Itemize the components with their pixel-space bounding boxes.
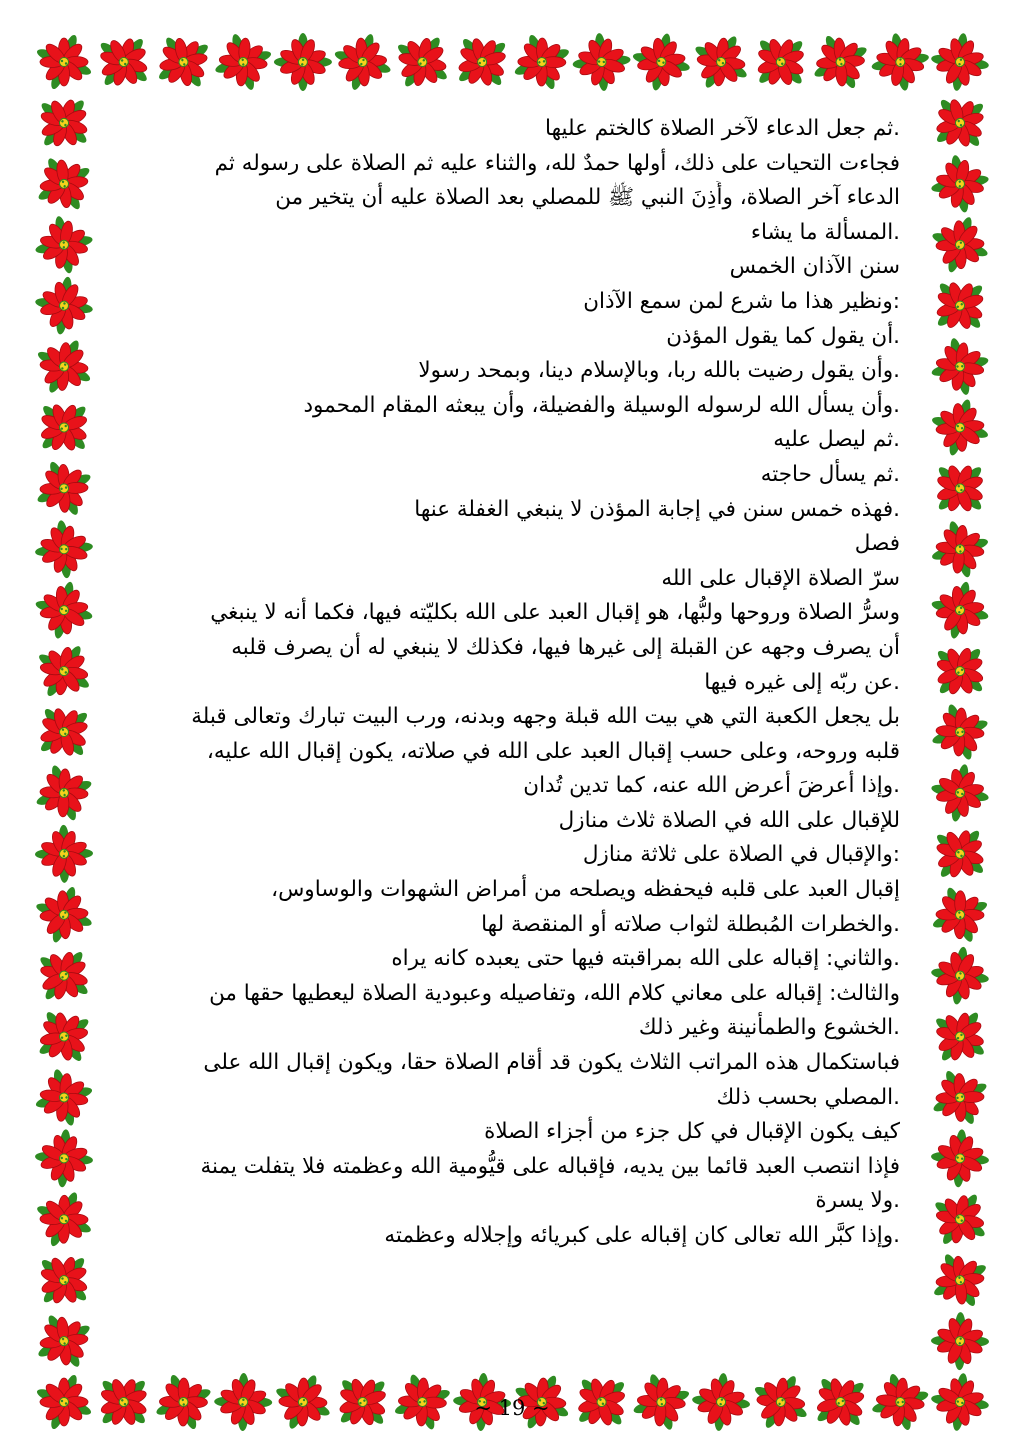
poinsettia-icon [25, 510, 103, 588]
poinsettia-icon [501, 21, 582, 102]
poinsettia-icon [921, 84, 999, 162]
poinsettia-icon [926, 1186, 993, 1253]
poinsettia-icon [23, 448, 104, 529]
poinsettia-icon [203, 22, 284, 103]
poinsettia-icon [927, 577, 993, 643]
text-line: .فهذه خمس سنن في إجابة المؤذن لا ينبغي الغفلة عنها [414, 496, 900, 522]
poinsettia-icon [31, 577, 97, 643]
text-line: أن يصرف وجهه عن القبلة إلى غيرها فيها، فكذلك لا ينبغي له أن يصرف قلبه [231, 634, 900, 660]
poinsettia-icon [563, 23, 640, 100]
text-line: إقبال العبد على قلبه فيحفظه ويصلحه من أمراض الشهوات والوساوس، [271, 877, 900, 903]
text-line: :والإقبال في الصلاة على ثلاثة منازل [582, 842, 900, 868]
poinsettia-icon [35, 1190, 94, 1249]
poinsettia-icon [925, 940, 995, 1010]
text-line: .ثم جعل الدعاء لآخر الصلاة كالختم عليها [545, 116, 900, 141]
poinsettia-icon [24, 1057, 105, 1138]
poinsettia-icon [332, 31, 394, 93]
poinsettia-icon [29, 271, 99, 341]
poinsettia-icon [443, 23, 521, 101]
poinsettia-icon [919, 691, 1000, 772]
poinsettia-icon [27, 1243, 101, 1317]
poinsettia-icon [800, 21, 881, 102]
poinsettia-icon [926, 759, 994, 827]
text-line: .المصلي بحسب ذلك [716, 1084, 900, 1110]
poinsettia-icon [33, 335, 95, 397]
poinsettia-icon [24, 143, 105, 224]
poinsettia-icon [919, 1240, 1000, 1321]
text-line: بل يجعل الكعبة التي هي بيت الله قبلة وجهه وبدنه، ورب البيت تبارك وتعالى قبلة [191, 704, 900, 730]
poinsettia-icon [25, 693, 103, 771]
poinsettia-icon [388, 28, 456, 96]
poinsettia-icon [35, 33, 93, 91]
poinsettia-icon [922, 267, 999, 344]
text-line: فصل [854, 531, 900, 557]
text-line: .وأن يقول رضيت بالله ربا، وبالإسلام دينا، وبمحد رسولا [418, 358, 900, 384]
poinsettia-icon [919, 874, 1000, 955]
poinsettia-icon [24, 1301, 105, 1382]
text-line: فإذا انتصب العبد قائما بين يديه، فإقباله على قيُّومية الله وعظمته فلا يتفلت يمنة [200, 1153, 900, 1179]
poinsettia-icon [26, 389, 102, 465]
poinsettia-icon [31, 638, 98, 705]
poinsettia-icon [144, 22, 224, 102]
poinsettia-icon [920, 509, 1001, 590]
poinsettia-icon [23, 752, 104, 833]
poinsettia-icon [33, 884, 94, 945]
text-line: وسرُّ الصلاة وروحها ولبُّها، هو إقبال العبد على الله بكليّته فيها، فكما أنه لا ينبغي [210, 600, 900, 626]
text-line: .الخشوع والطمأنينة وغير ذلك [638, 1015, 900, 1041]
poinsettia-icon [26, 816, 101, 891]
text-line: سنن الآذان الخمس [729, 254, 900, 280]
text-line: .ثم ليصل عليه [773, 427, 900, 453]
text-line: .عن ربّه إلى غيره فيها [704, 669, 900, 695]
text-line: .المسألة ما يشاء [750, 219, 900, 245]
poinsettia-icon [930, 215, 990, 275]
poinsettia-icon [928, 396, 991, 459]
text-line: .وإذا كبَّر الله تعالى كان إقباله على كبريائه وإجلاله وعظمته [384, 1223, 900, 1248]
poinsettia-icon [923, 634, 997, 708]
poinsettia-icon [924, 818, 996, 890]
document-body [120, 112, 900, 1352]
poinsettia-icon [923, 1304, 997, 1378]
poinsettia-icon [24, 205, 104, 285]
poinsettia-icon [28, 1122, 100, 1194]
poinsettia-icon [922, 451, 997, 526]
poinsettia-icon [925, 27, 995, 97]
poinsettia-icon [920, 326, 1000, 406]
poinsettia-icon [920, 144, 999, 223]
text-line: .وإذا أعرضَ أعرض الله عنه، كما تدين تُدان [523, 773, 900, 799]
poinsettia-icon [925, 1002, 995, 1072]
text-line: .والخطرات المُبطلة لثواب صلاته أو المنقصة لها [481, 911, 900, 937]
text-line: قلبه وروحه، وعلى حسب إقبال العبد على الله في صلاته، يكون إقبال الله عليه، [206, 738, 900, 764]
poinsettia-icon [265, 25, 340, 100]
text-line: كيف يكون الإقبال في كل جزء من أجزاء الصلاة [484, 1119, 900, 1145]
text-line: الدعاء آخر الصلاة، وأَذِنَ النبي ﷺ للمصلي بعد الصلاة عليه أن يتخير من [275, 185, 900, 211]
poinsettia-icon [24, 997, 104, 1077]
poinsettia-icon [689, 30, 753, 94]
poinsettia-icon [743, 24, 819, 100]
text-line: للإقبال على الله في الصلاة ثلاث منازل [558, 807, 900, 833]
text-line: :ونظير هذا ما شرع لمن سمع الآذان [583, 288, 900, 314]
poinsettia-icon [919, 1057, 1000, 1138]
text-line: .ولا يسرة [815, 1188, 900, 1214]
text-line: .أن يقول كما يقول المؤذن [666, 323, 900, 349]
poinsettia-icon [924, 1122, 996, 1194]
text-line: .ثم يسأل حاجته [760, 461, 900, 487]
page-number: ~ 19 ~ [474, 1396, 550, 1420]
poinsettia-icon [29, 940, 99, 1010]
text-line: فباستكمال هذه المراتب الثلاث يكون قد أقام الصلاة حقا، ويكون إقبال الله على [203, 1050, 900, 1076]
text-line: .وأن يسأل الله لرسوله الوسيلة والفضيلة، وأن يبعثه المقام المحمود [303, 392, 900, 418]
poinsettia-icon [861, 22, 940, 101]
poinsettia-icon [88, 26, 160, 98]
text-line: سرّ الصلاة الإقبال على الله [661, 565, 900, 591]
poinsettia-icon [27, 86, 100, 159]
text-line: والثالث: إقباله على معاني كلام الله، وتفاصيله وعبودية الصلاة ليعطيها حقها من [209, 980, 900, 1006]
text-line: .والثاني: إقباله على الله بمراقبته فيها حتى يعبده كانه يراه [391, 946, 900, 972]
text-line: فجاءت التحيات على ذلك، أولها حمدٌ لله، والثناء عليه ثم الصلاة على رسوله ثم [214, 150, 900, 176]
poinsettia-icon [628, 29, 695, 96]
